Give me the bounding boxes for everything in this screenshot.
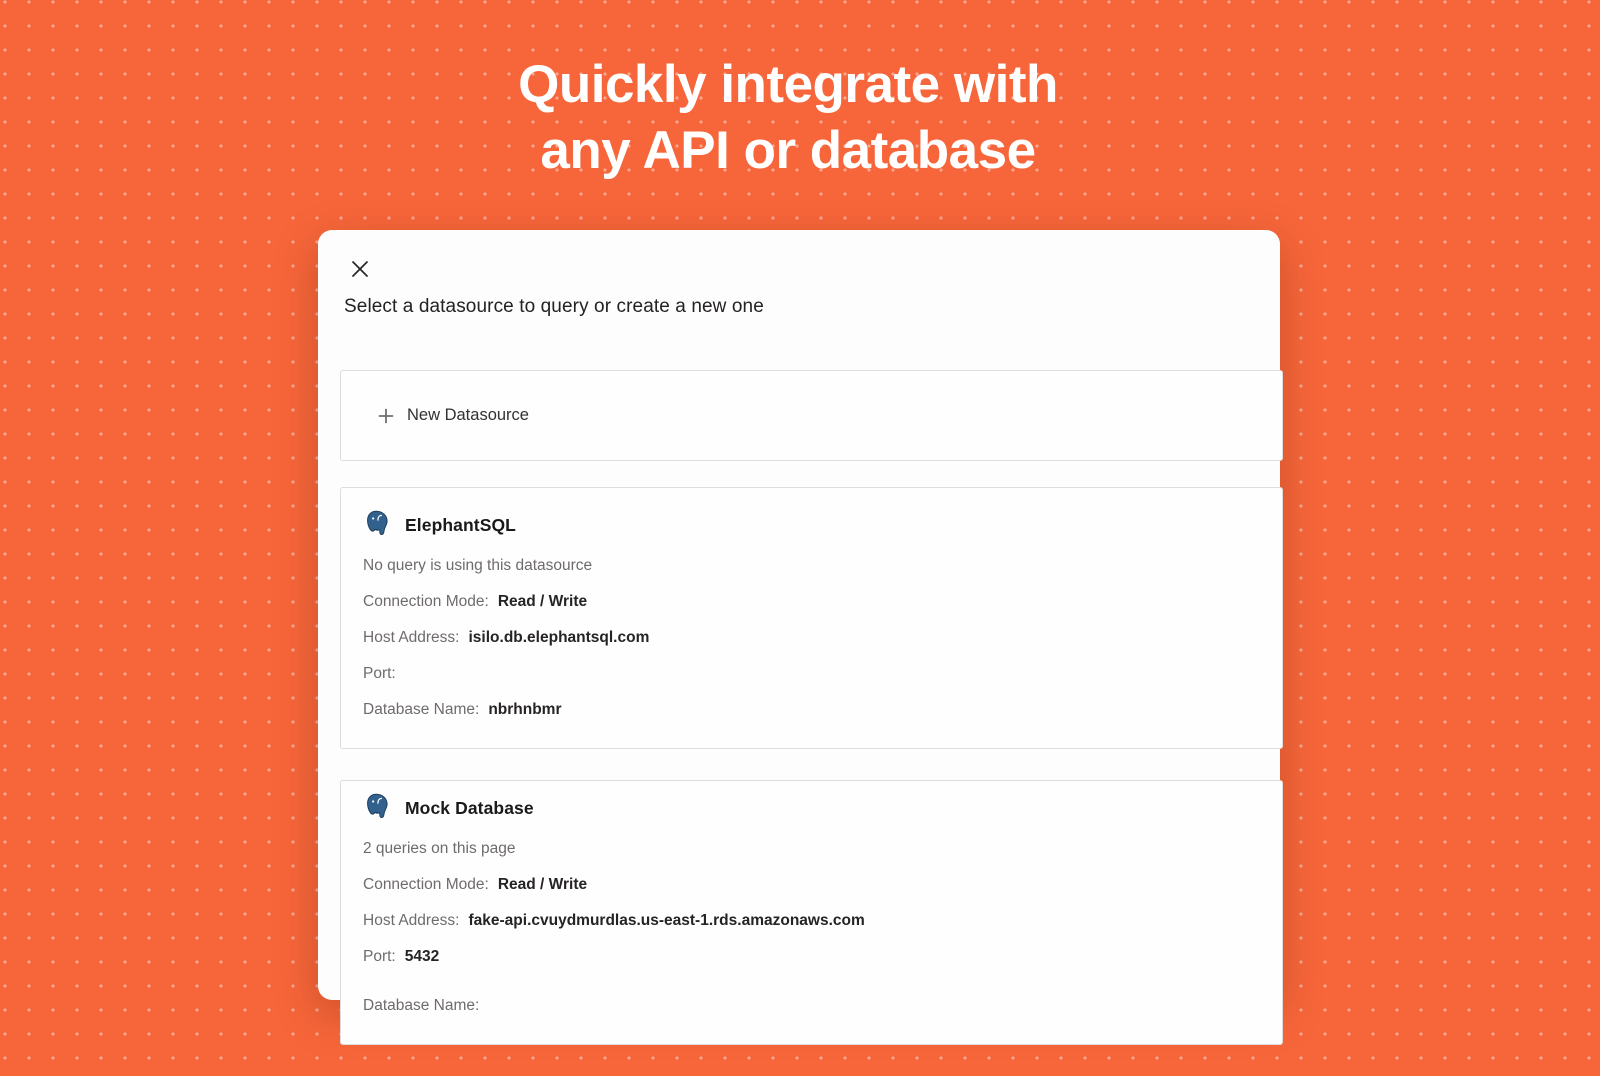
row-value: Read / Write bbox=[497, 876, 588, 893]
row-label: Host Address: bbox=[363, 912, 460, 929]
hero-title bbox=[0, 52, 1576, 184]
datasource-name: ElephantSQL bbox=[405, 514, 516, 535]
datasource-list bbox=[340, 370, 1283, 1076]
close-button[interactable] bbox=[347, 256, 373, 282]
row-label: Port: bbox=[363, 665, 396, 682]
new-datasource-button[interactable] bbox=[340, 370, 1283, 461]
row-value: fake-api.cvuydmurdlas.us-east-1.rds.amazonaws.com bbox=[468, 912, 865, 929]
datasource-row bbox=[363, 627, 1260, 648]
datasource-title-row bbox=[363, 793, 1260, 823]
datasource-title-row bbox=[363, 510, 1260, 540]
row-label: Host Address: bbox=[363, 629, 460, 646]
datasource-modal bbox=[318, 230, 1280, 1014]
row-label: Database Name: bbox=[363, 997, 480, 1014]
row-value: Read / Write bbox=[497, 593, 588, 610]
row-label: Connection Mode: bbox=[363, 593, 489, 610]
datasource-row bbox=[363, 699, 1260, 720]
row-label: Port: bbox=[363, 948, 396, 965]
row-value: isilo.db.elephantsql.com bbox=[468, 629, 650, 646]
new-datasource-label: New Datasource bbox=[407, 406, 529, 424]
row-label: Connection Mode: bbox=[363, 876, 489, 893]
datasource-row bbox=[363, 874, 1260, 895]
row-label: Database Name: bbox=[363, 701, 480, 718]
datasource-row bbox=[363, 910, 1260, 931]
datasource-row bbox=[363, 946, 1260, 967]
datasource-row bbox=[363, 591, 1260, 612]
datasource-card[interactable] bbox=[340, 780, 1283, 1045]
datasource-usage: 2 queries on this page bbox=[363, 840, 516, 857]
row-value: nbrhnbmr bbox=[488, 701, 562, 718]
datasource-usage: No query is using this datasource bbox=[363, 557, 593, 574]
datasource-name: Mock Database bbox=[405, 797, 534, 818]
row-value: 5432 bbox=[404, 948, 440, 965]
postgresql-icon bbox=[363, 509, 390, 541]
plus-icon bbox=[378, 408, 394, 424]
hero-title-line2: any API or database bbox=[540, 121, 1036, 180]
modal-title: Select a datasource to query or create a new one bbox=[344, 296, 764, 317]
postgresql-icon bbox=[363, 792, 390, 824]
datasource-row bbox=[363, 663, 1260, 684]
close-x-icon bbox=[351, 260, 369, 278]
datasource-row bbox=[363, 995, 1260, 1016]
hero-title-line1: Quickly integrate with bbox=[518, 55, 1058, 114]
datasource-card[interactable] bbox=[340, 487, 1283, 749]
